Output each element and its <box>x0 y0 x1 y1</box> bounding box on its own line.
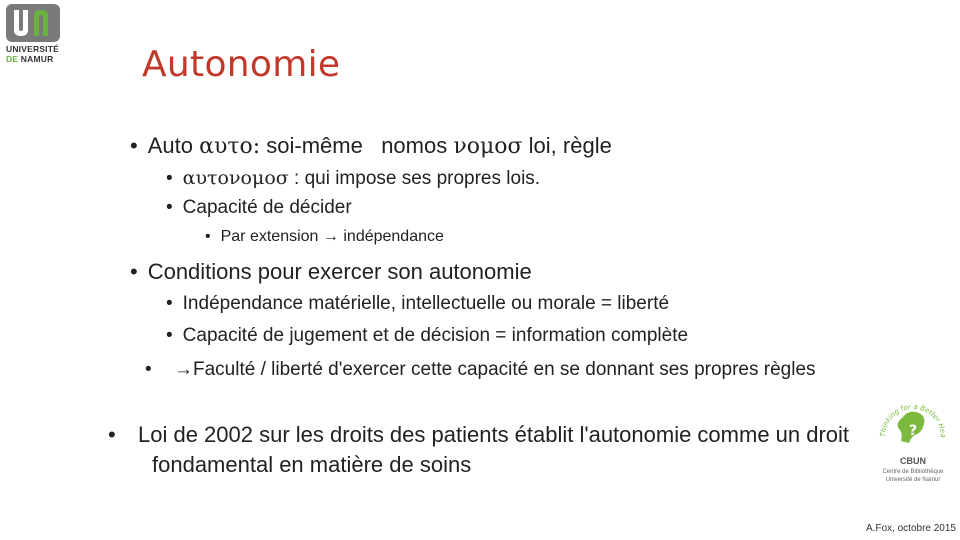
bullet-conditions: • Conditions pour exercer son autonomie <box>130 259 532 284</box>
sub-bullet-judgement: • Capacité de jugement et de décision = information complète <box>166 325 689 346</box>
bullet-dot: • <box>130 133 138 158</box>
sub-bullet-independence: • Indépendance matérielle, intellectuelle ou morale = liberté <box>166 293 670 314</box>
arrow-icon: → <box>174 359 193 380</box>
sub-bullet-capacity: • Capacité de décider <box>166 197 352 218</box>
logo-line2: DE NAMUR <box>6 54 54 64</box>
cbun-seal <box>873 393 953 493</box>
greek-nomos: νομοσ <box>453 134 523 159</box>
greek-autonomos: αυτονομοσ <box>182 167 289 189</box>
logo-line1: UNIVERSITÉ <box>6 44 60 54</box>
sub-sub-bullet-extension: • Par extension → indépendance <box>205 228 444 245</box>
arrow-icon: → <box>322 228 339 245</box>
bullet-law-2002: • Loi de 2002 sur les droits des patients établit l'autonomie comme un droit fondamental en matière de soins <box>108 422 850 477</box>
seal-subtitle-2: Université de Namur <box>885 477 941 483</box>
footer-credit: A.Fox, octobre 2015 <box>865 523 956 534</box>
seal-title: CBUN <box>900 456 926 466</box>
cbun-seal-icon <box>873 393 953 457</box>
slide-title: Autonomie <box>142 44 341 85</box>
greek-auto: αυτο: <box>199 134 261 159</box>
seal-subtitle-1: Centre de Bibliothèque <box>882 469 944 475</box>
seal-ring-text: Thinking for a Better Hea <box>878 402 948 438</box>
bullet-etymology: • Auto αυτο: soi-même nomos νομοσ loi, règle <box>130 133 612 159</box>
svg-text:?: ? <box>908 423 918 439</box>
sub-bullet-autonomos: • αυτονομοσ : qui impose ses propres lois. <box>166 167 541 189</box>
sub-bullet-faculty: • →Faculté / liberté d'exercer cette capacité en se donnant ses propres règles <box>145 359 816 380</box>
